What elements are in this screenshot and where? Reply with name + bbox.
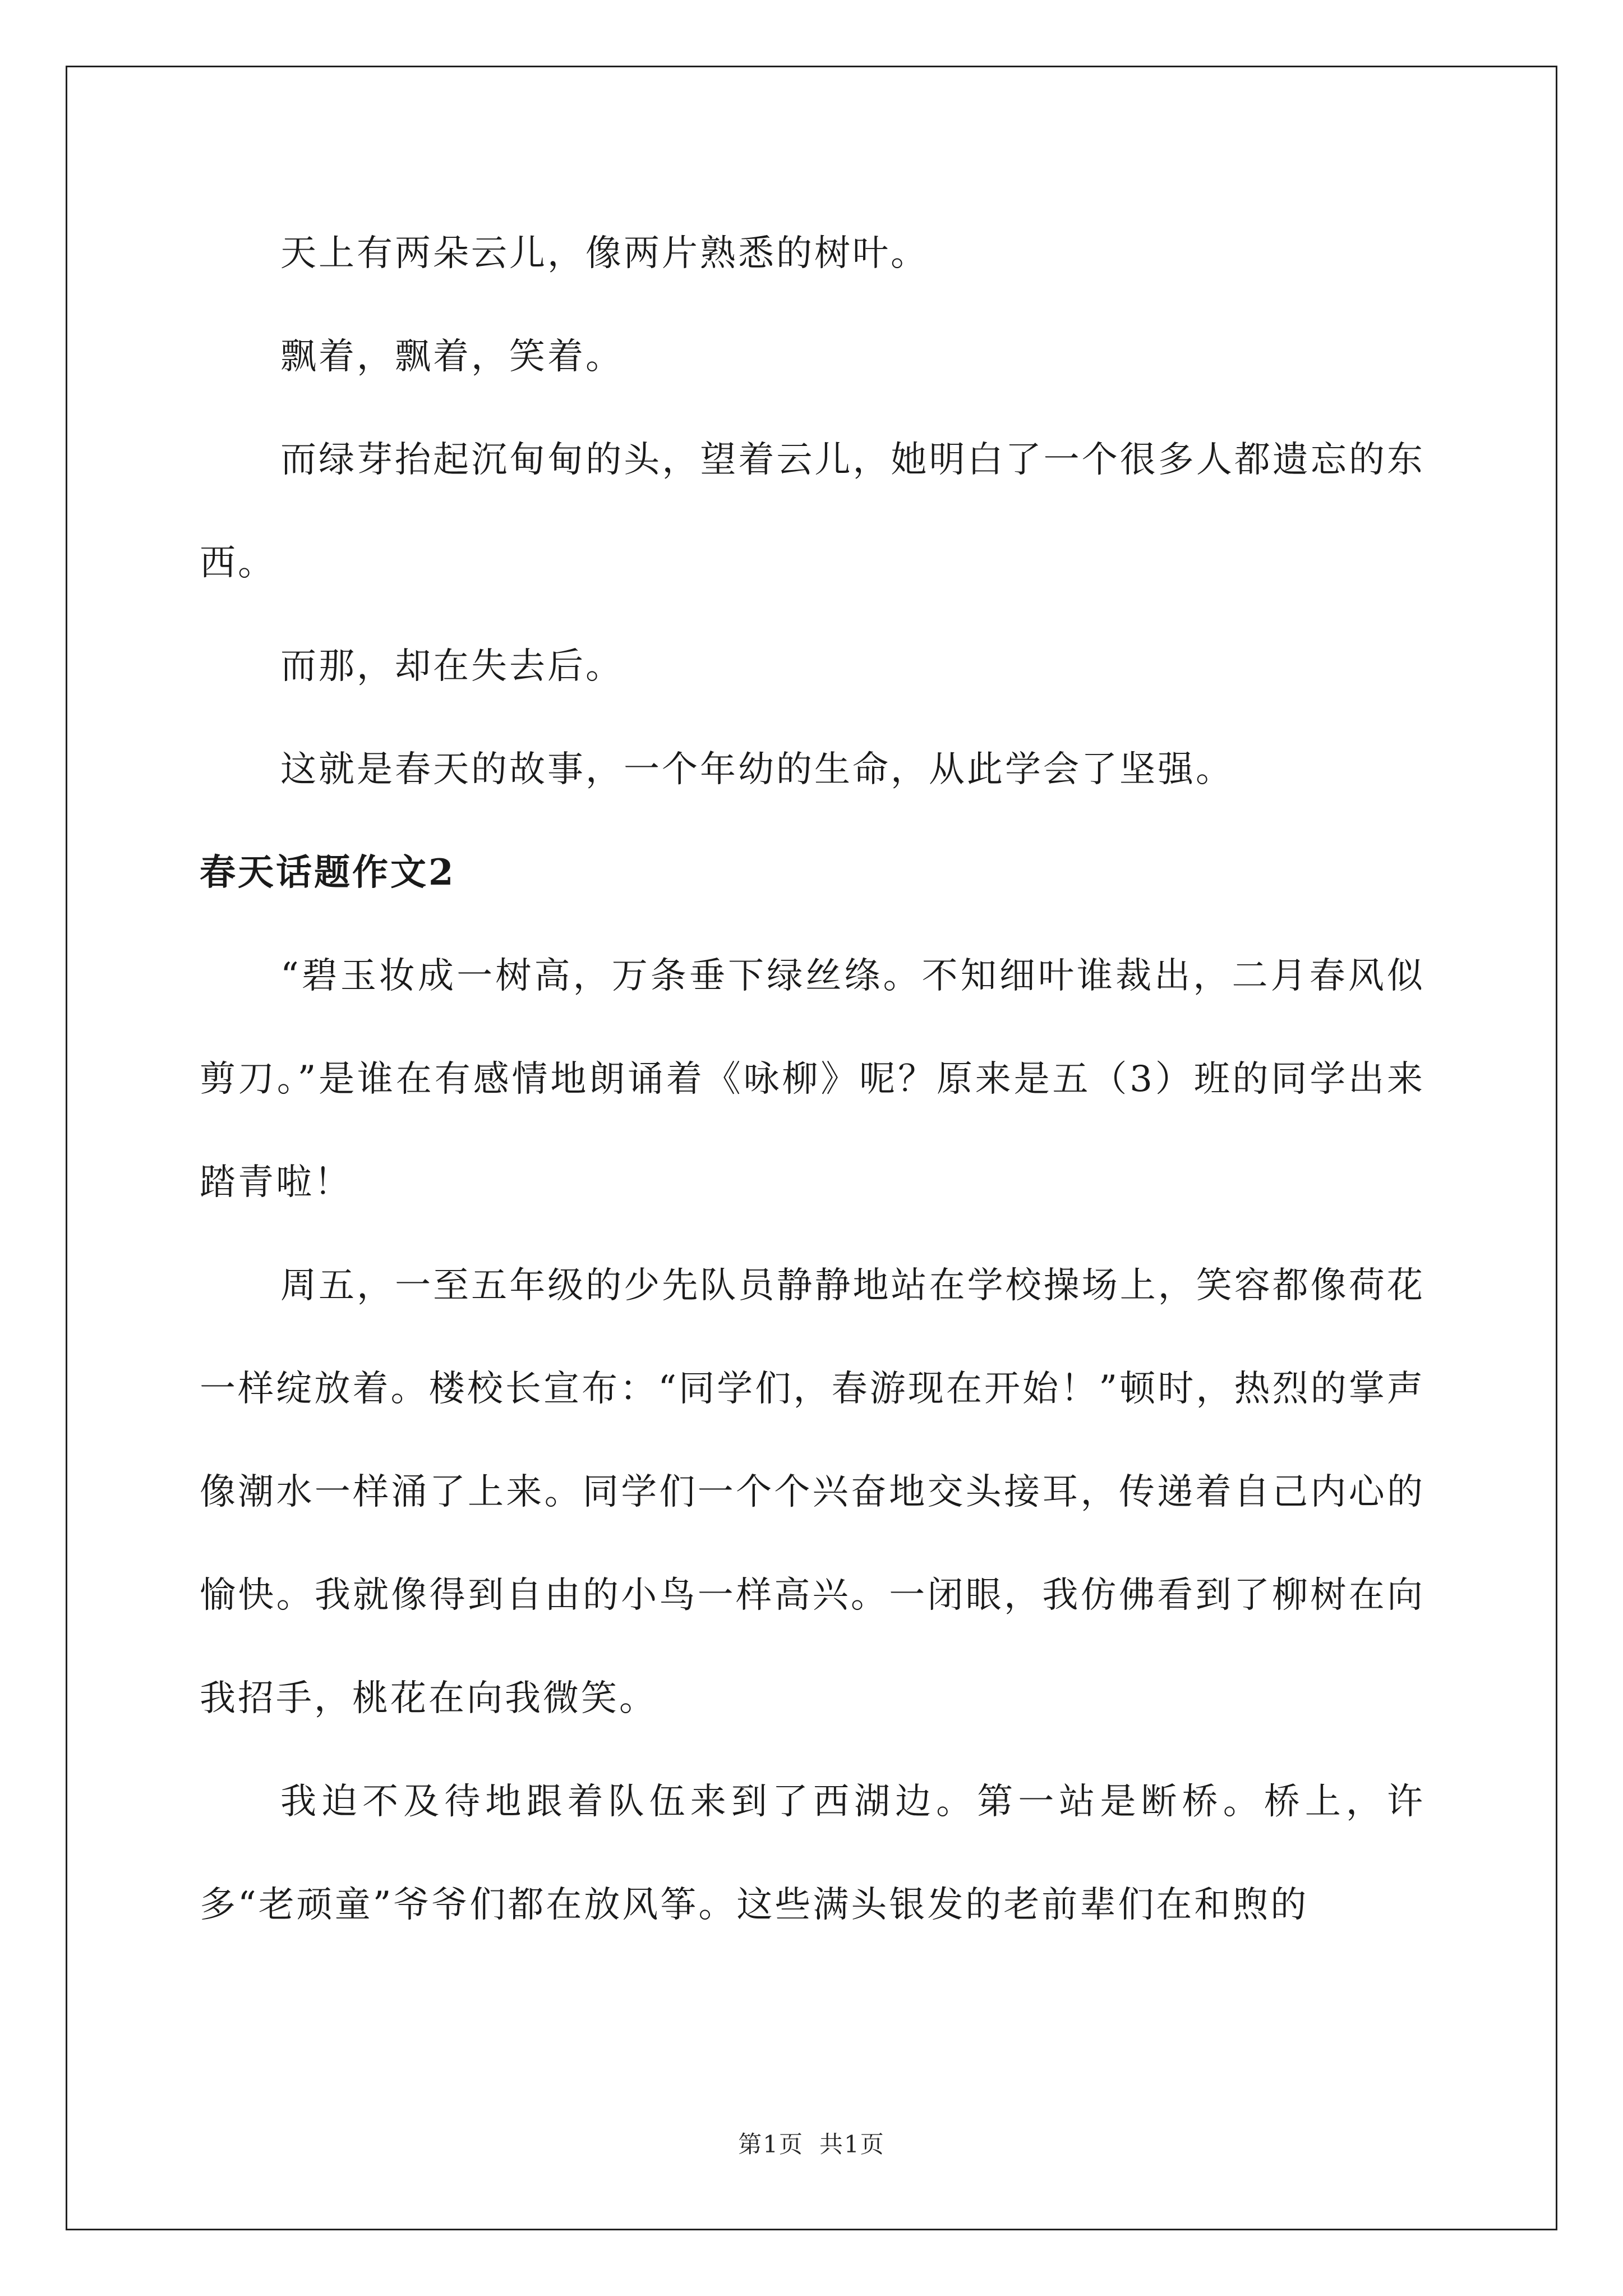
paragraph-7: 周五，一至五年级的少先队员静静地站在学校操场上，笑容都像荷花一样绽放着。楼校长宣布：“同学们，春游现在开始！”顿时，热烈的掌声像潮水一样涌了上来。同学们一个个兴奋地交头接耳，传递着自己内心的愉快。我就像得到自由的小鸟一样高兴。一闭眼，我仿佛看到了柳树在向我招手，桃花在向我微笑。	[200, 1265, 1425, 1719]
paragraph-5: 这就是春天的故事，一个年幼的生命，从此学会了坚强。	[280, 749, 1234, 790]
paragraph-8: 我迫不及待地跟着队伍来到了西湖边。第一站是断桥。桥上，许多“老顽童”爷爷们都在放风筝。这些满头银发的老前辈们在和煦的	[200, 1781, 1425, 1926]
paragraph-4: 而那，却在失去后。	[280, 646, 624, 687]
page-total: 共1页	[819, 2131, 885, 2158]
section-heading: 春天话题作文2	[200, 852, 456, 894]
document-body	[200, 202, 1425, 1957]
page-number: 第1页	[738, 2131, 804, 2158]
page-footer	[0, 2126, 1623, 2160]
paragraph-6: “碧玉妆成一树高，万条垂下绿丝绦。不知细叶谁裁出，二月春风似剪刀。”是谁在有感情地朗诵着《咏柳》呢？原来是五（3）班的同学出来踏青啦！	[200, 955, 1425, 1203]
paragraph-1: 天上有两朵云儿，像两片熟悉的树叶。	[280, 233, 929, 274]
paragraph-2: 飘着，飘着，笑着。	[280, 336, 624, 378]
paragraph-3: 而绿芽抬起沉甸甸的头，望着云儿，她明白了一个很多人都遗忘的东西。	[200, 439, 1425, 584]
